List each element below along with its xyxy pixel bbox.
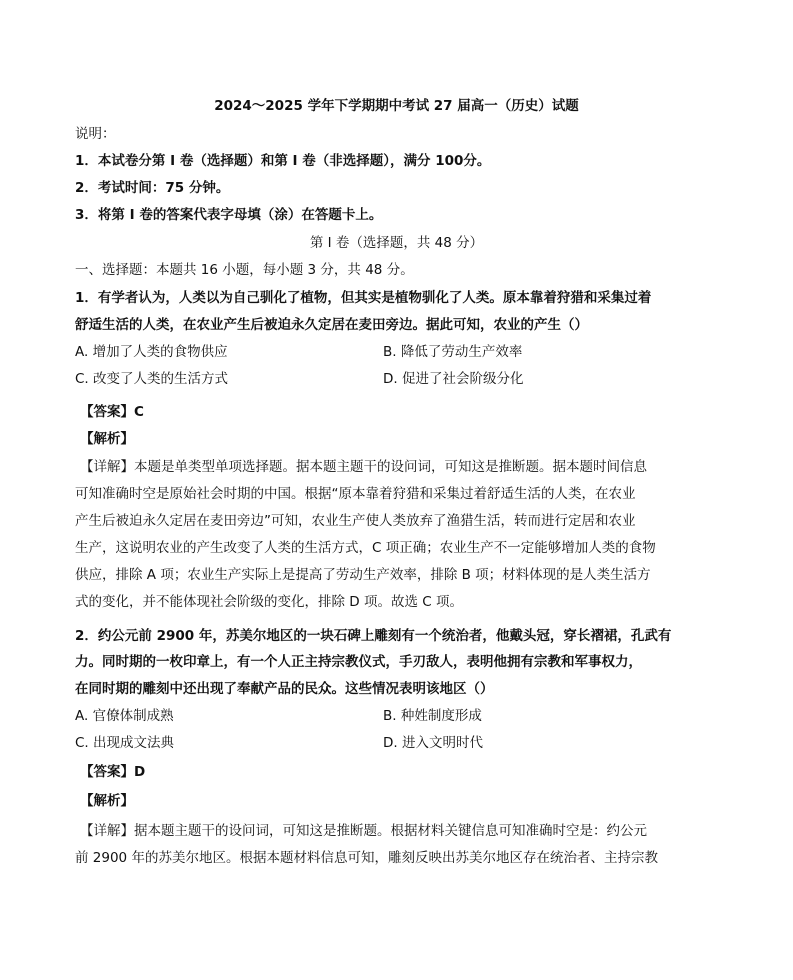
exam-title: 2024～2025 学年下学期期中考试 27 届高一（历史）试题 <box>214 98 579 114</box>
note-line: 2．考试时间：75 分钟。 <box>75 180 230 196</box>
q1-answer: 【答案】C <box>80 404 144 420</box>
q1-stem-line: 舒适生活的人类，在农业产生后被迫永久定居在麦田旁边。据此可知，农业的产生（） <box>75 317 588 333</box>
q2-stem-line: 2．约公元前 2900 年，苏美尔地区的一块石碑上雕刻有一个统治者，他戴头冠，穿长褶裙，孔武有 <box>75 628 672 644</box>
q1-detail-line: 产生后被迫永久定居在麦田旁边”可知，农业生产使人类放弃了渔猎生活，转而进行定居和农业 <box>75 513 636 529</box>
q2-stem-line: 在同时期的雕刻中还出现了奉献产品的民众。这些情况表明该地区（） <box>75 681 494 697</box>
q2-option-c: C. 出现成文法典 <box>75 735 175 751</box>
q2-option-b: B. 种姓制度形成 <box>383 708 482 724</box>
q1-detail-line: 式的变化，并不能体现社会阶级的变化，排除 D 项。故选 C 项。 <box>75 594 463 610</box>
q2-stem-line: 力。同时期的一枚印章上，有一个人正主持宗教仪式，手刃敌人，表明他拥有宗教和军事权力， <box>75 654 642 670</box>
q1-option-c: C. 改变了人类的生活方式 <box>75 371 229 387</box>
q2-option-a: A. 官僚体制成熟 <box>75 708 174 724</box>
section-intro: 一、选择题：本题共 16 小题，每小题 3 分，共 48 分。 <box>75 262 414 278</box>
section-title: 第 I 卷（选择题，共 48 分） <box>309 235 484 251</box>
q1-detail-line: 供应，排除 A 项；农业生产实际上是提高了劳动生产效率，排除 B 项；材料体现的是人类生活方 <box>75 567 651 583</box>
q1-detail-line: 【详解】本题是单类型单项选择题。据本题主题干的设问词，可知这是推断题。据本题时间信息 <box>80 459 647 475</box>
q1-option-d: D. 促进了社会阶级分化 <box>383 371 524 387</box>
notes-label: 说明： <box>75 126 116 142</box>
q1-option-b: B. 降低了劳动生产效率 <box>383 344 523 360</box>
q1-detail-line: 生产，这说明农业的产生改变了人类的生活方式，C 项正确；农业生产不一定能够增加人类的食物 <box>75 540 656 556</box>
q2-analysis-label: 【解析】 <box>80 793 134 809</box>
q2-detail-line: 【详解】据本题主题干的设问词，可知这是推断题。根据材料关键信息可知准确时空是：约公元 <box>80 823 647 839</box>
note-line: 1．本试卷分第 I 卷（选择题）和第 I 卷（非选择题），满分 100分。 <box>75 153 491 169</box>
q1-analysis-label: 【解析】 <box>80 431 134 447</box>
q1-stem-line: 1．有学者认为，人类以为自己驯化了植物，但其实是植物驯化了人类。原本靠着狩猎和采集过着 <box>75 290 652 306</box>
q2-option-d: D. 进入文明时代 <box>383 735 483 751</box>
note-line: 3．将第 I 卷的答案代表字母填（涂）在答题卡上。 <box>75 207 383 223</box>
q2-answer: 【答案】D <box>80 764 146 780</box>
q1-option-a: A. 增加了人类的食物供应 <box>75 344 228 360</box>
q2-detail-line: 前 2900 年的苏美尔地区。根据本题材料信息可知，雕刻反映出苏美尔地区存在统治者、主持宗教 <box>75 850 658 866</box>
q1-detail-line: 可知准确时空是原始社会时期的中国。根据“原本靠着狩猎和采集过着舒适生活的人类，在农业 <box>75 486 636 502</box>
